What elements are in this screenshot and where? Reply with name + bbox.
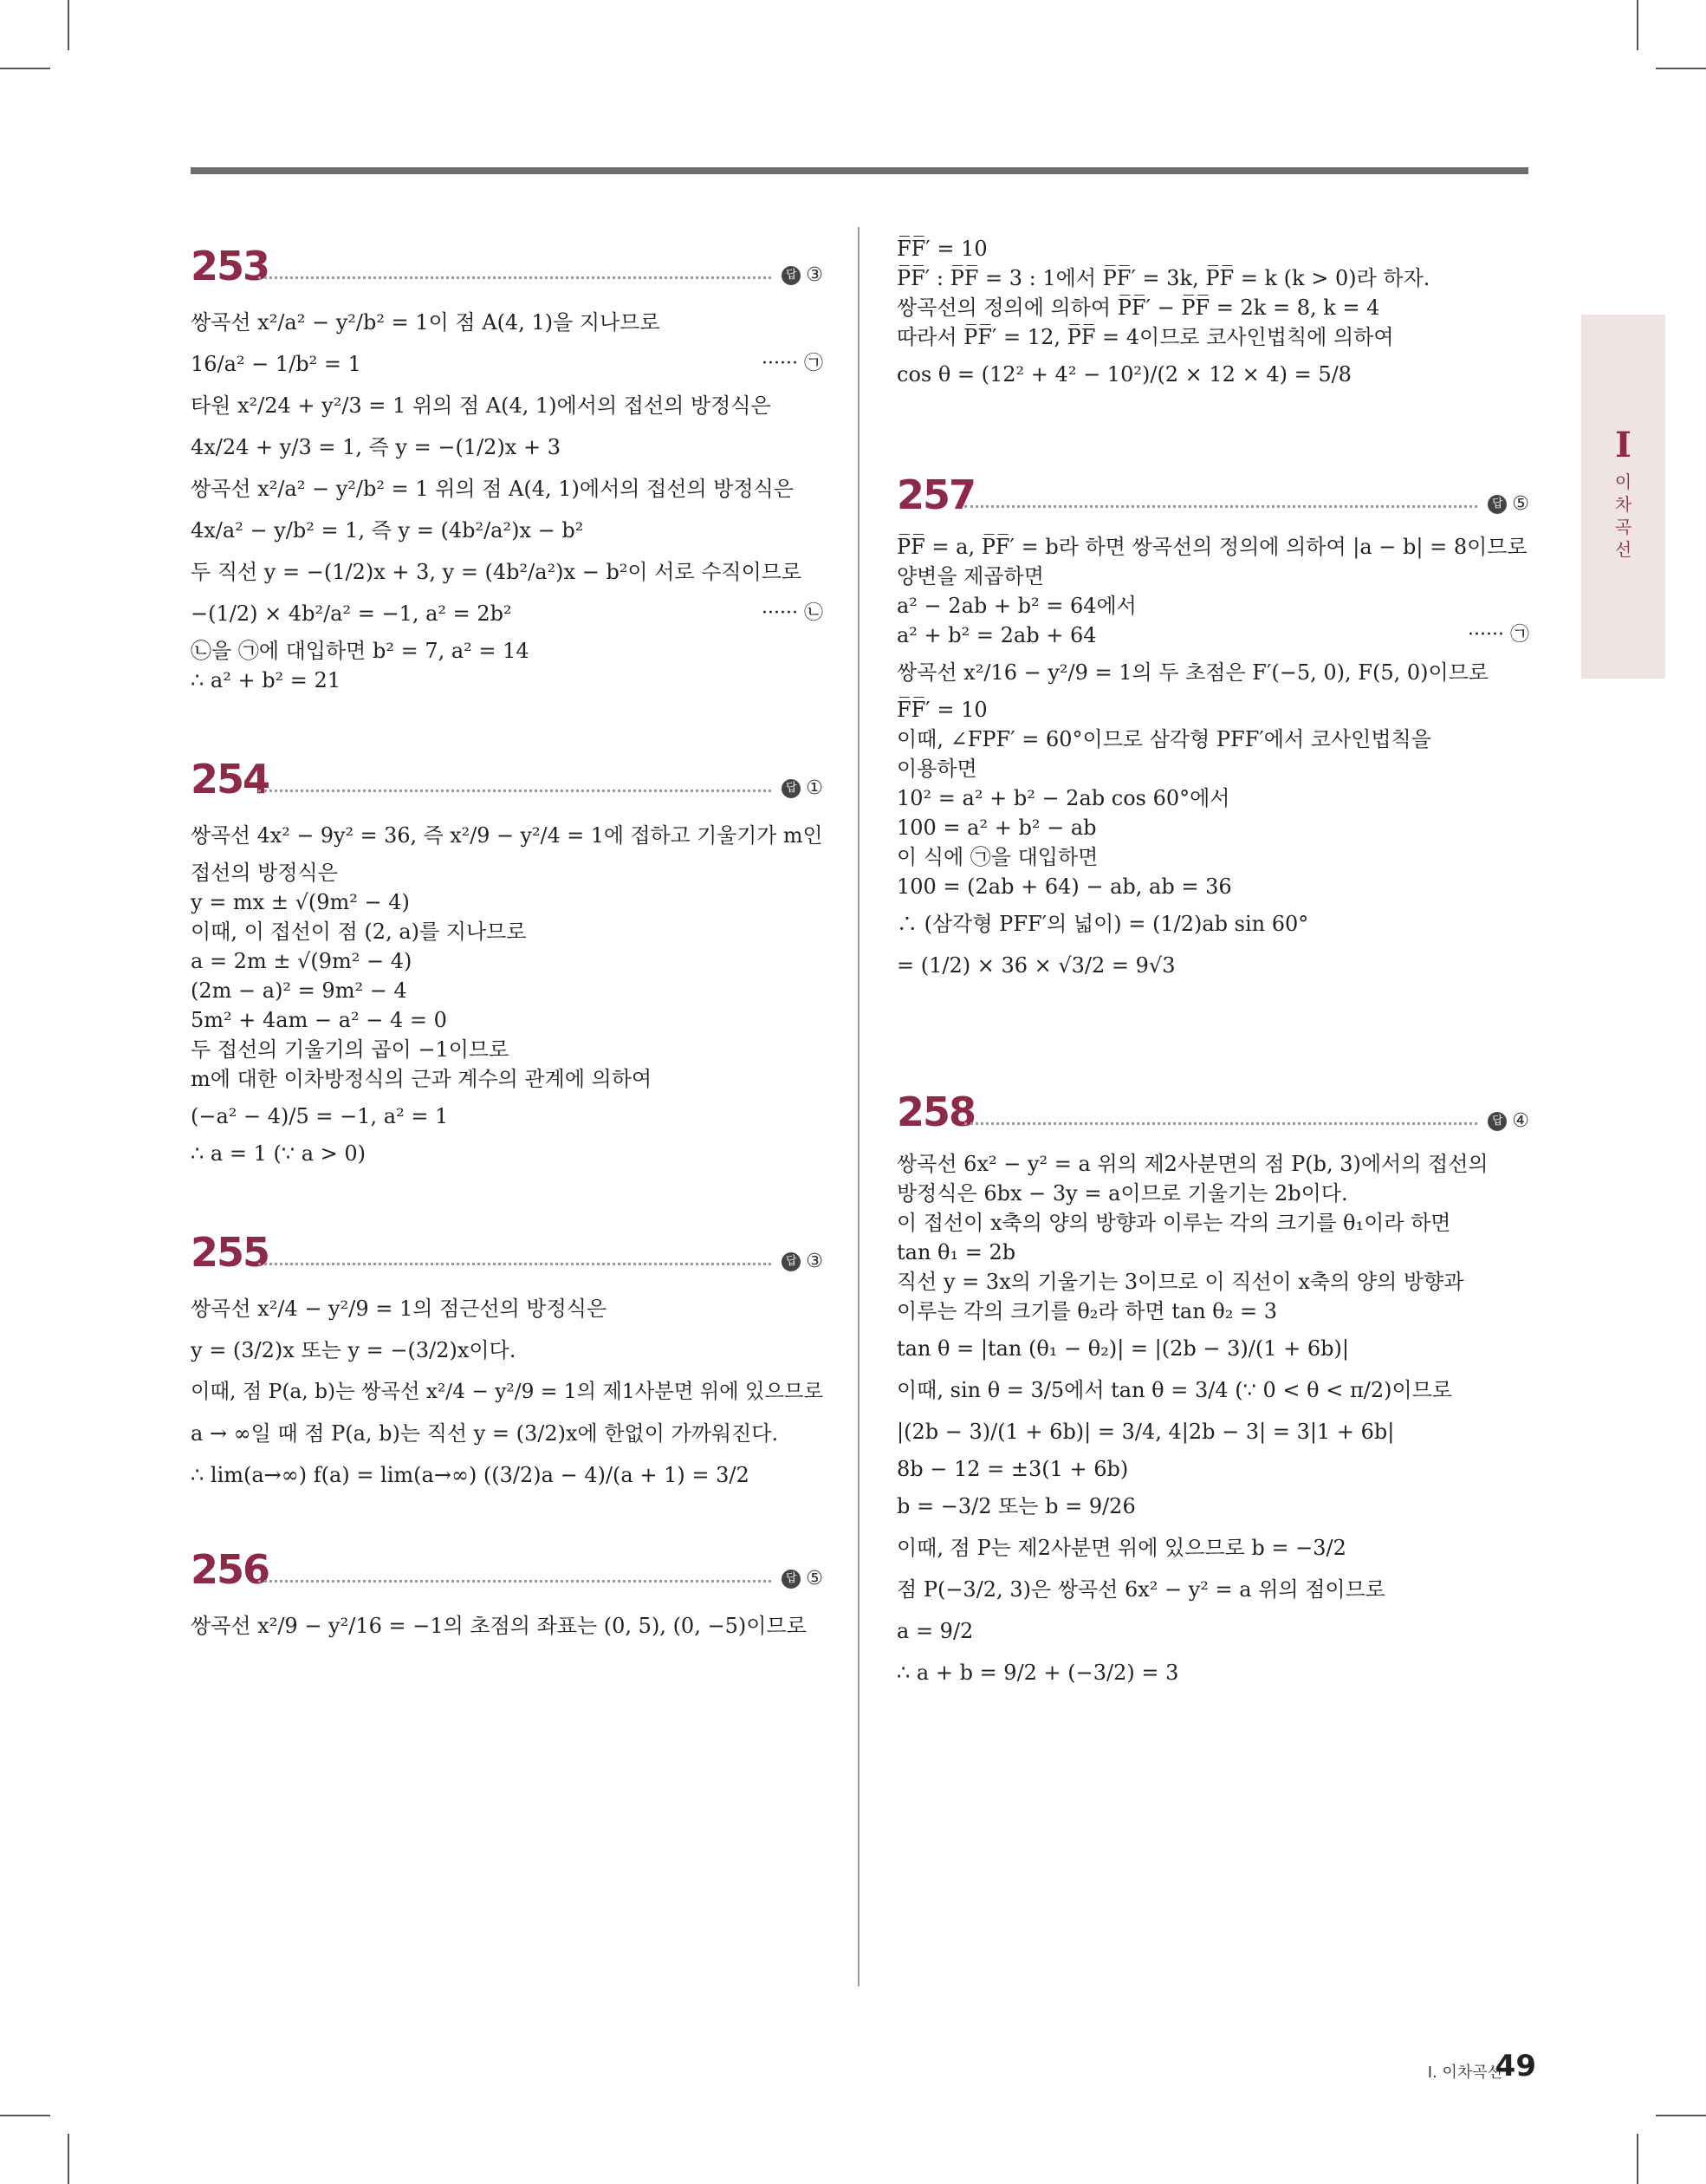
solution-line-text: = (1/2) × 36 × √3/2 = 9√3 xyxy=(897,953,1176,978)
solution-line-text: |(2b − 3)/(1 + 6b)| = 3/4, 4|2b − 3| = 3|1 + 6b| xyxy=(897,1420,1395,1444)
solution-line-text: P̅F̅′ : P̅F̅ = 3 : 1에서 P̅F̅′ = 3k, P̅F̅ = k (k > 0)라 하자. xyxy=(897,266,1430,290)
solution-line-text: m에 대한 이차방정식의 근과 계수의 관계에 의하여 xyxy=(191,1067,652,1091)
answer-choice: ① xyxy=(806,777,823,799)
solution-line xyxy=(191,1139,823,1168)
right-problems xyxy=(897,463,1529,1692)
solution-line xyxy=(897,1570,1529,1609)
solution-line-text: −(1/2) × 4b²/a² = −1, a² = 2b² xyxy=(191,601,512,626)
solution-line-text: 쌍곡선 x²/16 − y²/9 = 1의 두 초점은 F′(−5, 0), F(5, 0)이므로 xyxy=(897,660,1489,685)
solution-line xyxy=(897,355,1529,393)
solution-line-text: a = 9/2 xyxy=(897,1619,974,1643)
solution-line xyxy=(897,905,1529,943)
solution-line xyxy=(191,1035,823,1064)
solution-line-text: 양변을 제곱하면 xyxy=(897,564,1044,588)
answer-label xyxy=(1488,1110,1529,1132)
solution-line xyxy=(191,387,823,425)
continuation-block xyxy=(897,234,1529,393)
solution-line xyxy=(191,636,823,666)
solution-line xyxy=(897,653,1529,692)
solution-line-text: 쌍곡선 x²/a² − y²/b² = 1 위의 점 A(4, 1)에서의 접선의 방정식은 xyxy=(191,477,794,501)
problem-block xyxy=(191,1537,823,1645)
solution-line-text: cos θ = (12² + 4² − 10²)/(2 × 12 × 4) = 5/8 xyxy=(897,362,1352,387)
solution-line-text: 이때, 점 P(a, b)는 쌍곡선 x²/4 − y²/9 = 1의 제1사분면 위에 있으므로 xyxy=(191,1380,823,1403)
solution-line xyxy=(191,946,823,976)
solution-line xyxy=(191,976,823,1005)
solution-line xyxy=(191,1097,823,1135)
solution-line-text: 두 직선 y = −(1/2)x + 3, y = (4b²/a²)x − b²이 서로 수직이므로 xyxy=(191,560,802,584)
crop-mark xyxy=(68,0,69,50)
solution-line xyxy=(191,1005,823,1035)
answer-choice: ③ xyxy=(806,264,823,286)
answer-choice: ④ xyxy=(1512,1110,1529,1132)
solution-line xyxy=(897,842,1529,872)
solution-line-text: 16/a² − 1/b² = 1 xyxy=(191,352,361,376)
solution-line-text: F̅F̅′ = 10 xyxy=(897,698,988,722)
solution-line-text: 쌍곡선의 정의에 의하여 P̅F̅′ − P̅F̅ = 2k = 8, k = 4 xyxy=(897,296,1380,320)
solution-line xyxy=(897,1329,1529,1368)
solution-line-text: P̅F̅ = a, P̅F̅′ = b라 하면 쌍곡선의 정의에 의하여 |a − b| = 8이므로 xyxy=(897,535,1528,559)
solution-line-text: (−a² − 4)/5 = −1, a² = 1 xyxy=(191,1104,449,1128)
solution-line xyxy=(191,816,823,855)
solution-line-text: a² − 2ab + b² = 64에서 xyxy=(897,594,1137,618)
solution-line-text: 5m² + 4am − a² − 4 = 0 xyxy=(191,1008,447,1032)
solution-line xyxy=(897,1208,1529,1238)
solution-line xyxy=(191,1456,823,1494)
right-column xyxy=(897,234,1529,1695)
solution-line xyxy=(897,754,1529,783)
solution-line xyxy=(191,470,823,508)
solution-line xyxy=(191,303,823,341)
solution-line-text: tan θ = |tan (θ₁ − θ₂)| = |(2b − 3)/(1 + 6b)| xyxy=(897,1336,1349,1361)
solution-line xyxy=(191,553,823,591)
solution-line-text: 이 접선이 x축의 양의 방향과 이루는 각의 크기를 θ₁이라 하면 xyxy=(897,1211,1451,1235)
solution-line-text: 쌍곡선 6x² − y² = a 위의 제2사분면의 점 P(b, 3)에서의 접선의 xyxy=(897,1152,1489,1176)
solution-line xyxy=(897,532,1529,562)
solution-line-text: F̅F̅′ = 10 xyxy=(897,237,988,261)
solution-line xyxy=(897,1267,1529,1297)
crop-mark xyxy=(0,2115,50,2116)
solution-line-text: ∴ a + b = 9/2 + (−3/2) = 3 xyxy=(897,1661,1179,1685)
problem-header xyxy=(191,747,823,801)
solution-line xyxy=(897,1371,1529,1409)
solution-line xyxy=(897,1149,1529,1179)
answer-label xyxy=(782,264,823,286)
solution-line-text: a² + b² = 2ab + 64 xyxy=(897,623,1097,647)
solution-line xyxy=(191,1064,823,1094)
solution-line-text: 이 식에 ㉠을 대입하면 xyxy=(897,845,1099,869)
problem-number: 253 xyxy=(191,243,269,289)
answer-badge-icon: 답 xyxy=(1488,1112,1507,1131)
solution-line-text: ∴ a = 1 (∵ a > 0) xyxy=(191,1141,366,1166)
problem-number: 257 xyxy=(897,471,976,518)
problem-header xyxy=(897,1080,1529,1134)
solution-line xyxy=(897,322,1529,352)
answer-choice: ⑤ xyxy=(1512,493,1529,515)
answer-badge-icon: 답 xyxy=(782,1252,801,1271)
solution-line xyxy=(897,813,1529,842)
left-column xyxy=(191,234,823,1648)
answer-badge-icon: 답 xyxy=(782,779,801,798)
answer-label xyxy=(1488,493,1529,515)
answer-choice: ⑤ xyxy=(806,1568,823,1589)
chapter-side-tab xyxy=(1581,315,1665,679)
solution-line xyxy=(897,695,1529,725)
solution-line xyxy=(897,1487,1529,1525)
solution-line-text: tan θ₁ = 2b xyxy=(897,1240,1016,1264)
problem-block xyxy=(191,1220,823,1494)
crop-mark xyxy=(1656,2115,1706,2116)
problem-block xyxy=(191,234,823,695)
solution-line xyxy=(191,917,823,946)
solution-line-text: 이때, 이 접선이 점 (2, a)를 지나므로 xyxy=(191,920,527,944)
solution-line-text: ∴ lim(a→∞) f(a) = lim(a→∞) ((3/2)a − 4)/(a + 1) = 3/2 xyxy=(191,1463,749,1487)
chapter-roman-numeral: I xyxy=(1615,425,1631,465)
solution-line xyxy=(897,1297,1529,1326)
solution-line-text: ∴ (삼각형 PFF′의 넓이) = (1/2)ab sin 60° xyxy=(897,912,1309,936)
solution-line-text: 4x/24 + y/3 = 1, 즉 y = −(1/2)x + 3 xyxy=(191,435,561,459)
solution-line-text: 접선의 방정식은 xyxy=(191,861,338,885)
problem-block xyxy=(897,463,1529,985)
solution-line-text: 10² = a² + b² − 2ab cos 60°에서 xyxy=(897,786,1230,810)
problem-header xyxy=(897,463,1529,517)
solution-line-text: 직선 y = 3x의 기울기는 3이므로 이 직선이 x축의 양의 방향과 xyxy=(897,1270,1464,1294)
answer-badge-icon: 답 xyxy=(782,1570,801,1589)
solution-line xyxy=(897,293,1529,322)
solution-line-text: 100 = a² + b² − ab xyxy=(897,816,1097,840)
answer-badge-icon: 답 xyxy=(782,266,801,285)
solution-line xyxy=(897,1654,1529,1692)
solution-line-text: 이용하면 xyxy=(897,757,977,781)
solution-line-text: 100 = (2ab + 64) − ab, ab = 36 xyxy=(897,874,1232,899)
column-divider xyxy=(858,227,859,1986)
solution-line-text: 쌍곡선 x²/4 − y²/9 = 1의 점근선의 방정식은 xyxy=(191,1297,607,1321)
solution-line xyxy=(897,562,1529,591)
solution-line-text: 따라서 P̅F̅′ = 12, P̅F̅ = 4이므로 코사인법칙에 의하여 xyxy=(897,325,1394,349)
answer-choice: ③ xyxy=(806,1251,823,1272)
problem-number: 256 xyxy=(191,1546,269,1593)
solution-line xyxy=(191,345,823,383)
solution-line xyxy=(897,1529,1529,1567)
solution-line-text: 이때, sin θ = 3/5에서 tan θ = 3/4 (∵ 0 < θ < π/2)이므로 xyxy=(897,1378,1453,1402)
solution-line-text: ㉡을 ㉠에 대입하면 b² = 7, a² = 14 xyxy=(191,639,529,663)
header-rule xyxy=(191,167,1528,174)
solution-line xyxy=(897,591,1529,621)
solution-line xyxy=(897,234,1529,263)
solution-line-text: ∴ a² + b² = 21 xyxy=(191,668,341,692)
footer-chapter-label: Ⅰ. 이차곡선 xyxy=(1427,2064,1502,2082)
solution-line-text: 이때, 점 P는 제2사분면 위에 있으므로 b = −3/2 xyxy=(897,1536,1346,1560)
solution-line-text: 8b − 12 = ±3(1 + 6b) xyxy=(897,1457,1129,1481)
problem-header xyxy=(191,1220,823,1274)
solution-line-text: 이루는 각의 크기를 θ₂라 하면 tan θ₂ = 3 xyxy=(897,1299,1277,1323)
solution-line xyxy=(897,725,1529,754)
answer-label xyxy=(782,1568,823,1589)
solution-line xyxy=(191,1607,823,1645)
solution-line xyxy=(191,666,823,695)
solution-line xyxy=(191,1290,823,1328)
solution-line xyxy=(897,1238,1529,1267)
solution-line xyxy=(897,1454,1529,1484)
solution-line-text: 쌍곡선 4x² − 9y² = 36, 즉 x²/9 − y²/4 = 1에 접하고 기울기가 m인 xyxy=(191,823,823,848)
leader-dots xyxy=(258,276,771,279)
solution-line-text: y = (3/2)x 또는 y = −(3/2)x이다. xyxy=(191,1338,516,1362)
equation-reference-mark: ······ ㉡ xyxy=(762,602,823,624)
problem-block xyxy=(897,1080,1529,1692)
crop-mark xyxy=(1637,2134,1638,2184)
answer-label xyxy=(782,777,823,799)
crop-mark xyxy=(1637,0,1638,50)
solution-line xyxy=(897,1612,1529,1650)
answer-badge-icon: 답 xyxy=(1488,495,1507,514)
problem-block xyxy=(191,747,823,1168)
leader-dots xyxy=(258,790,771,792)
answer-label xyxy=(782,1251,823,1272)
solution-line xyxy=(191,511,823,549)
equation-reference-mark: ······ ㉠ xyxy=(762,353,823,374)
page-number: 49 xyxy=(1495,2049,1536,2083)
solution-line-text: 방정식은 6bx − 3y = a이므로 기울기는 2b이다. xyxy=(897,1181,1348,1206)
solution-line-text: a → ∞일 때 점 P(a, b)는 직선 y = (3/2)x에 한없이 가까워진다. xyxy=(191,1421,779,1446)
leader-dots xyxy=(258,1263,771,1265)
leader-dots xyxy=(258,1580,771,1583)
solution-line xyxy=(897,621,1529,650)
crop-mark xyxy=(1656,68,1706,69)
problem-header xyxy=(191,1537,823,1591)
solution-line xyxy=(897,946,1529,985)
solution-line-text: (2m − a)² = 9m² − 4 xyxy=(191,978,407,1003)
solution-line-text: 점 P(−3/2, 3)은 쌍곡선 6x² − y² = a 위의 점이므로 xyxy=(897,1577,1385,1602)
solution-line-text: 타원 x²/24 + y²/3 = 1 위의 점 A(4, 1)에서의 접선의 방정식은 xyxy=(191,393,771,418)
solution-line-text: b = −3/2 또는 b = 9/26 xyxy=(897,1494,1136,1518)
solution-line xyxy=(897,872,1529,901)
solution-line xyxy=(191,1331,823,1369)
equation-reference-mark: ······ ㉠ xyxy=(1468,624,1529,646)
solution-line-text: 두 접선의 기울기의 곱이 −1이므로 xyxy=(191,1037,509,1062)
solution-line xyxy=(897,1413,1529,1451)
solution-line xyxy=(897,263,1529,293)
leader-dots xyxy=(964,505,1477,508)
leader-dots xyxy=(964,1122,1477,1125)
solution-line xyxy=(191,1373,823,1411)
problem-header xyxy=(191,234,823,288)
solution-line xyxy=(191,858,823,887)
solution-line xyxy=(897,1179,1529,1208)
solution-line-text: y = mx ± √(9m² − 4) xyxy=(191,890,410,914)
problem-number: 255 xyxy=(191,1229,269,1276)
problem-number: 258 xyxy=(897,1089,976,1135)
chapter-side-title: 이차곡선 xyxy=(1614,471,1632,560)
solution-line-text: 쌍곡선 x²/9 − y²/16 = −1의 초점의 좌표는 (0, 5), (0, −5)이므로 xyxy=(191,1614,807,1638)
solution-line-text: 쌍곡선 x²/a² − y²/b² = 1이 점 A(4, 1)을 지나므로 xyxy=(191,310,660,335)
crop-mark xyxy=(68,2134,69,2184)
solution-line-text: 4x/a² − y/b² = 1, 즉 y = (4b²/a²)x − b² xyxy=(191,518,584,543)
solution-line-text: a = 2m ± √(9m² − 4) xyxy=(191,949,412,973)
solution-line xyxy=(191,595,823,633)
crop-mark xyxy=(0,68,50,69)
solution-line xyxy=(191,428,823,466)
problem-number: 254 xyxy=(191,756,269,803)
solution-line xyxy=(191,1414,823,1453)
solution-line xyxy=(191,887,823,917)
solution-line-text: 이때, ∠FPF′ = 60°이므로 삼각형 PFF′에서 코사인법칙을 xyxy=(897,727,1431,751)
solution-line xyxy=(897,783,1529,813)
